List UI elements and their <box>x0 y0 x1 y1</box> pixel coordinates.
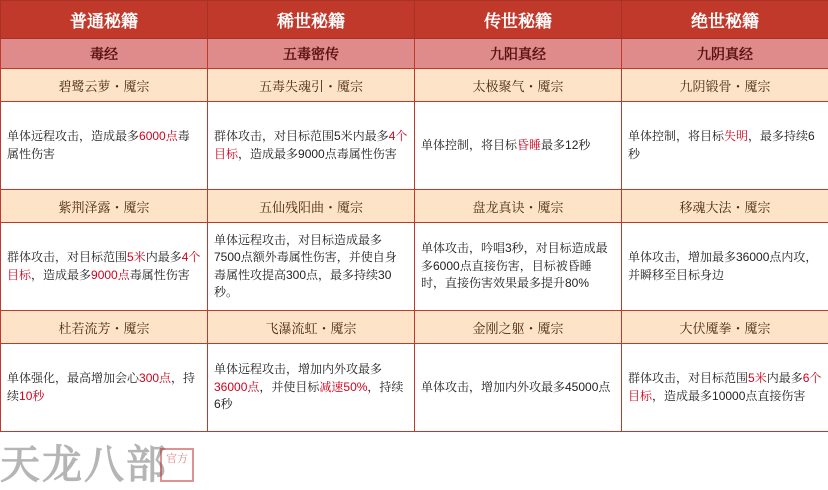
skill-desc-cell: 群体攻击，对目标范围5米内最多4个目标，造成最多9000点毒属性伤害 <box>208 102 415 190</box>
table-header-row <box>1 1 828 39</box>
skill-name-cell: 碧鹭云萝・魇宗 <box>1 69 208 102</box>
skill-desc-cell: 单体攻击，增加最多36000点内攻，并瞬移至目标身边 <box>622 223 828 311</box>
skill-desc-row <box>1 344 828 432</box>
skill-desc-cell: 单体攻击，增加内外攻最多45000点 <box>415 344 622 432</box>
skill-desc-cell: 群体攻击，对目标范围5米内最多4个目标，造成最多9000点毒属性伤害 <box>1 223 208 311</box>
skill-desc-cell: 单体攻击，吟唱3秒，对目标造成最多6000点直接伤害，目标被昏睡时，直接伤害效果最多提升80% <box>415 223 622 311</box>
skill-table-body <box>1 1 828 432</box>
skill-name-cell: 杜若流芳・魇宗 <box>1 311 208 344</box>
header-cell-1: 普通秘籍 <box>1 1 208 39</box>
table-subheader-row <box>1 39 828 69</box>
skill-desc-row <box>1 223 828 311</box>
skill-desc-cell: 单体远程攻击，增加内外攻最多36000点，并使目标减速50%，持续6秒 <box>208 344 415 432</box>
header-cell-2: 稀世秘籍 <box>208 1 415 39</box>
skill-desc-cell: 单体控制，将目标失明，最多持续6秒 <box>622 102 828 190</box>
skill-name-row <box>1 311 828 344</box>
skill-name-cell: 九阴锻骨・魇宗 <box>622 69 828 102</box>
skill-name-cell: 紫荆泽露・魇宗 <box>1 190 208 223</box>
header-cell-3: 传世秘籍 <box>415 1 622 39</box>
skill-name-cell: 大伏魇拳・魇宗 <box>622 311 828 344</box>
skill-desc-cell: 单体强化，最高增加会心300点，持续10秒 <box>1 344 208 432</box>
skill-name-row <box>1 190 828 223</box>
watermark-text: 天龙八部 <box>0 433 168 490</box>
subheader-cell-1: 毒经 <box>1 39 208 69</box>
subheader-cell-2: 五毒密传 <box>208 39 415 69</box>
header-cell-4: 绝世秘籍 <box>622 1 828 39</box>
skill-desc-cell: 单体控制，将目标昏睡最多12秒 <box>415 102 622 190</box>
skill-name-cell: 盘龙真诀・魇宗 <box>415 190 622 223</box>
skill-desc-row <box>1 102 828 190</box>
skill-desc-cell: 单体远程攻击，造成最多6000点毒属性伤害 <box>1 102 208 190</box>
skill-name-cell: 五毒失魂引・魇宗 <box>208 69 415 102</box>
skill-name-cell: 太极聚气・魇宗 <box>415 69 622 102</box>
skill-name-cell: 飞瀑流虹・魇宗 <box>208 311 415 344</box>
subheader-cell-4: 九阴真经 <box>622 39 828 69</box>
skill-name-cell: 五仙残阳曲・魇宗 <box>208 190 415 223</box>
subheader-cell-3: 九阳真经 <box>415 39 622 69</box>
watermark-seal: 官方 <box>160 448 194 482</box>
skill-desc-cell: 群体攻击，对目标范围5米内最多6个目标，造成最多10000点直接伤害 <box>622 344 828 432</box>
skill-desc-cell: 单体远程攻击，对目标造成最多7500点额外毒属性伤害，并使自身毒属性攻提高300点，最多持续30秒。 <box>208 223 415 311</box>
skill-name-cell: 金刚之躯・魇宗 <box>415 311 622 344</box>
skill-name-cell: 移魂大法・魇宗 <box>622 190 828 223</box>
skill-name-row <box>1 69 828 102</box>
